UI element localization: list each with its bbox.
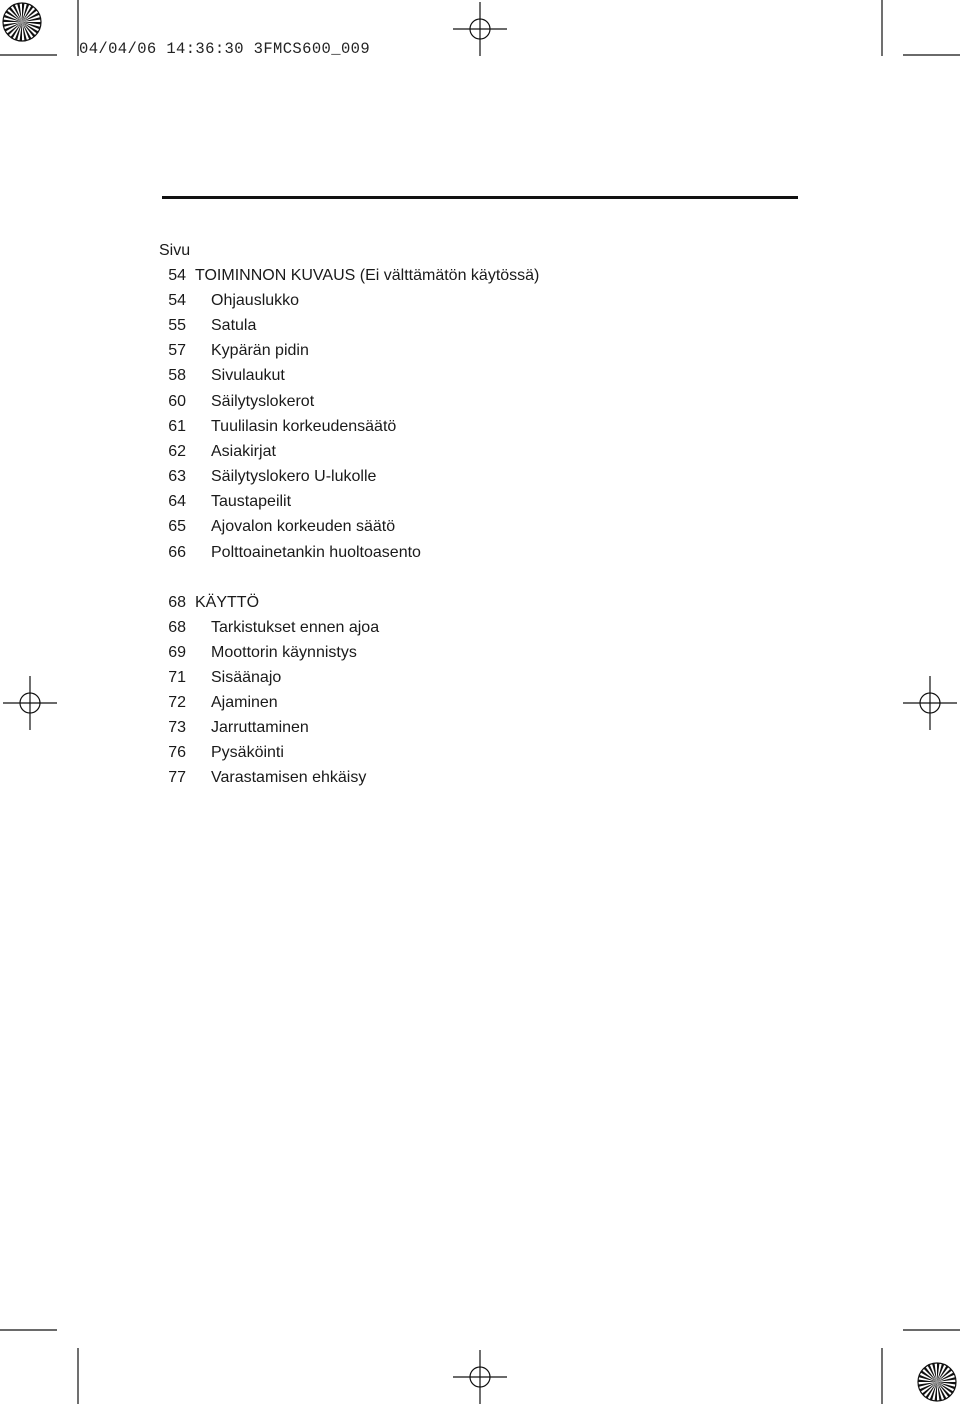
toc-entry-title: Sisäänajo [211, 669, 282, 686]
page-column-label: Sivu [159, 242, 191, 259]
header-rule [162, 196, 798, 199]
toc-entry-title: Sivulaukut [211, 367, 285, 384]
toc-entry-title: Tuulilasin korkeudensäätö [211, 418, 397, 435]
toc-section-title: KÄYTTÖ [195, 594, 260, 611]
toc-page-number: 61 [168, 418, 186, 435]
toc-entry-title: Ajovalon korkeuden säätö [211, 518, 396, 535]
starburst-mark-bottom-right [918, 1363, 956, 1401]
toc-page-number: 57 [168, 342, 186, 359]
toc-page-number: 76 [168, 744, 186, 761]
toc-entry-title: Pysäköinti [211, 744, 284, 761]
toc-page-number: 54 [168, 267, 186, 284]
toc-entry-title: Moottorin käynnistys [211, 644, 357, 661]
toc-page-number: 64 [168, 493, 186, 510]
toc-entry-title: Säilytyslokero U-lukolle [211, 468, 377, 485]
registration-mark-right [903, 676, 957, 730]
toc-page-number: 71 [168, 669, 186, 686]
toc-page-number: 73 [168, 719, 186, 736]
registration-mark-top [453, 2, 507, 56]
toc-page-number: 68 [168, 594, 186, 611]
toc-page-number: 60 [168, 393, 186, 410]
toc-entry-title: Polttoainetankin huoltoasento [211, 544, 421, 561]
toc-page-number: 55 [168, 317, 186, 334]
toc-page-number: 54 [168, 292, 186, 309]
toc-entry-title: Jarruttaminen [211, 719, 309, 736]
registration-mark-bottom [453, 1350, 507, 1404]
toc-page-number: 62 [168, 443, 186, 460]
toc-page-number: 69 [168, 644, 186, 661]
toc-page-number: 77 [168, 769, 186, 786]
toc-entry-title: Säilytyslokerot [211, 393, 315, 410]
toc-entry-title: Tarkistukset ennen ajoa [211, 619, 380, 636]
toc-page-number: 68 [168, 619, 186, 636]
starburst-mark-top-left [3, 3, 41, 41]
toc-entry-title: Ajaminen [211, 694, 278, 711]
toc-entry-title: Satula [211, 317, 257, 334]
toc-page-number: 63 [168, 468, 186, 485]
toc-entry-title: Taustapeilit [211, 493, 292, 510]
toc-entry-title: Asiakirjat [211, 443, 276, 460]
toc-section-title: TOIMINNON KUVAUS (Ei välttämätön käytössä) [195, 267, 540, 284]
toc-page-number: 72 [168, 694, 186, 711]
print-slug: 04/04/06 14:36:30 3FMCS600_009 [79, 40, 371, 58]
toc-entry-title: Ohjauslukko [211, 292, 300, 309]
toc-page-number: 58 [168, 367, 186, 384]
registration-mark-left [3, 676, 57, 730]
toc-page-number: 66 [168, 544, 186, 561]
toc-entry-title: Varastamisen ehkäisy [211, 769, 367, 786]
toc-page-number: 65 [168, 518, 186, 535]
toc-entry-title: Kypärän pidin [211, 342, 309, 359]
